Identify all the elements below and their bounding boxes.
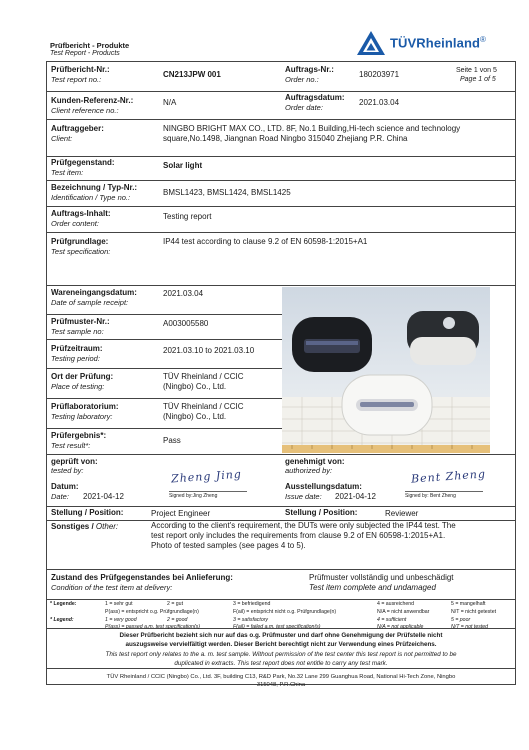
client-label: Auftraggeber: <box>51 124 104 133</box>
logo-text: TÜVRheinland® <box>390 35 487 51</box>
item-label: Prüfgegenstand: <box>51 158 115 167</box>
order-no-value: 180203971 <box>359 70 400 79</box>
legend-label-en: * Legend: <box>50 617 74 623</box>
position-label-2: Stellung / Position: <box>285 508 358 517</box>
legend-en-4: 4 = sufficient <box>377 617 407 623</box>
date-value: 2021-04-12 <box>83 492 124 501</box>
report-no-value: CN213JPW 001 <box>163 70 221 79</box>
signature-reviewer-script: Bent Zheng <box>410 467 487 486</box>
signature-tester-script: Zheng Jing <box>170 467 243 486</box>
sample-photo <box>282 287 490 453</box>
legend-en-nt: N/T = not tested <box>451 624 489 630</box>
legend-en-fail: F(ail) = failed a.m. test specification(s) <box>233 624 321 630</box>
signed-by-tester: Signed by:Jing Zheng <box>169 491 247 499</box>
place-line-2: (Ningbo) Co., Ltd. <box>163 382 227 391</box>
item-label-en: Test item: <box>51 168 84 177</box>
place-label: Ort der Prüfung: <box>51 372 114 381</box>
client-label-en: Client: <box>51 134 73 143</box>
other-line-3: Photo of tested samples (see pages 4 to 5). <box>151 541 306 550</box>
period-label: Prüfzeitraum: <box>51 344 103 353</box>
tested-by-label-en: tested by: <box>51 466 84 475</box>
content-label-en: Order content: <box>51 219 99 228</box>
position-value-2: Reviewer <box>385 509 419 518</box>
client-ref-label-en: Client reference no.: <box>51 106 119 115</box>
legend-de-pass: P(ass) = entspricht o.g. Prüfgrundlage(n) <box>105 609 199 615</box>
order-date-label-en: Order date: <box>285 103 323 112</box>
spec-label: Prüfgrundlage: <box>51 237 109 246</box>
condition-value-en: Test item complete and undamaged <box>309 583 436 592</box>
result-label: Prüfergebnis*: <box>51 431 107 440</box>
report-no-label: Prüfbericht-Nr.: <box>51 65 110 74</box>
lab-label-en: Testing laboratory: <box>51 412 113 421</box>
client-ref-label: Kunden-Referenz-Nr.: <box>51 96 134 105</box>
legend-en-na: N/A = not applicable <box>377 624 424 630</box>
condition-label-en: Condition of the test item at delivery: <box>51 583 173 592</box>
order-date-value: 2021.03.04 <box>359 98 400 107</box>
tuv-logo <box>356 30 506 58</box>
legend-en-5: 5 = poor <box>451 617 471 623</box>
condition-value: Prüfmuster vollständig und unbeschädigt <box>309 573 454 582</box>
content-value: Testing report <box>163 212 212 221</box>
receipt-value: 2021.03.04 <box>163 289 204 298</box>
issue-date-label: Ausstellungsdatum: <box>285 482 362 491</box>
order-no-label-en: Order no.: <box>285 75 319 84</box>
ident-value: BMSL1423, BMSL1424, BMSL1425 <box>163 188 291 197</box>
legend-de-na: N/A = nicht anwendbar <box>377 609 430 615</box>
disclaimer-en-2: duplicated in extracts. This test report does not entitle to carry any test mark. <box>174 660 388 667</box>
position-label-1: Stellung / Position: <box>51 508 124 517</box>
legend-de-nt: N/T = nicht getestet <box>451 609 497 615</box>
legend-label-de: * Legende: <box>50 601 77 607</box>
signature-reviewer <box>407 464 487 490</box>
legend-de-3: 3 = befriedigend <box>233 601 271 607</box>
legend-en-1: 1 = very good <box>105 617 137 623</box>
footer-address-2: 315048, P.R.China <box>256 682 306 688</box>
spec-value: IP44 test according to clause 9.2 of EN 60598-1:2015+A1 <box>163 237 368 246</box>
solar-lights-illustration <box>282 287 490 453</box>
spec-label-en: Test specification: <box>51 247 111 256</box>
client-line-2: square,No.1498, Jiangnan Road Ningbo 315040 Zhejiang P.R. China <box>163 134 408 143</box>
sample-label: Prüfmuster-Nr.: <box>51 317 110 326</box>
place-label-en: Place of testing: <box>51 382 105 391</box>
disclaimer-de-2: auszugsweise vervielfältigt werden. Dieser Bericht berechtigt nicht zur Verwendung eines Prüfzeichens. <box>125 641 437 648</box>
signed-by-reviewer: Signed by: Bent Zheng <box>405 491 483 499</box>
content-label: Auftrags-Inhalt: <box>51 209 111 218</box>
report-no-label-en: Test report no.: <box>51 75 102 84</box>
position-value-1: Project Engineer <box>151 509 211 518</box>
disclaimer-en-1: This test report only relates to the a. m. test sample. Without permission of the test center this test report is not permitted to be <box>105 651 457 658</box>
sample-value: A003005580 <box>163 319 209 328</box>
result-value: Pass <box>163 436 181 445</box>
issue-date-value: 2021-04-12 <box>335 492 376 501</box>
legend-de-fail: F(ail) = entspricht nicht o.g. Prüfgrundlage(n) <box>233 609 337 615</box>
order-date-label: Auftragsdatum: <box>285 93 345 102</box>
other-label: Sonstiges / Other: <box>51 522 119 531</box>
page-en: Page 1 of 5 <box>460 76 496 83</box>
legend-de-1: 1 = sehr gut <box>105 601 133 607</box>
header-title-en: Test Report - Products <box>50 50 120 57</box>
lab-label: Prüflaboratorium: <box>51 402 119 411</box>
disclaimer-de-1: Dieser Prüfbericht bezieht sich nur auf das o.g. Prüfmuster und darf ohne Genehmigung der Prüfstelle nicht <box>119 632 443 639</box>
signature-tester <box>165 464 245 490</box>
page-de: Seite 1 von 5 <box>456 67 497 74</box>
date-label-en: Date: <box>51 492 69 501</box>
tested-by-label: geprüft von: <box>51 457 98 466</box>
legend-de-5: 5 = mangelhaft <box>451 601 486 607</box>
client-ref-value: N/A <box>163 98 177 107</box>
order-no-label: Auftrags-Nr.: <box>285 65 334 74</box>
legend-en-pass: P(ass) = passed a.m. test specification(s) <box>105 624 200 630</box>
receipt-label: Wareneingangsdatum: <box>51 288 137 297</box>
legend-en-3: 3 = satisfactory <box>233 617 269 623</box>
period-label-en: Testing period: <box>51 354 100 363</box>
period-value: 2021.03.10 to 2021.03.10 <box>163 346 255 355</box>
authorized-by-label-en: authorized by: <box>285 466 333 475</box>
date-label: Datum: <box>51 482 79 491</box>
other-line-1: According to the client's requirement, the DUTs were only subjected the IP44 test. The <box>151 521 456 530</box>
item-value: Solar light <box>163 161 203 170</box>
lab-line-1: TÜV Rheinland / CCIC <box>163 402 244 411</box>
receipt-label-en: Date of sample receipt: <box>51 298 129 307</box>
legend-de-2: 2 = gut <box>167 601 184 607</box>
sample-label-en: Test sample no: <box>51 327 104 336</box>
client-line-1: NINGBO BRIGHT MAX CO., LTD. 8F, No.1 Building,Hi-tech science and technology <box>163 124 461 133</box>
issue-date-label-en: Issue date: <box>285 492 322 501</box>
lab-line-2: (Ningbo) Co., Ltd. <box>163 412 227 421</box>
result-label-en: Test result*: <box>51 441 91 450</box>
ident-label: Bezeichnung / Typ-Nr.: <box>51 183 138 192</box>
legend-en-2: 2 = good <box>167 617 188 623</box>
legend-de-4: 4 = ausreichend <box>377 601 415 607</box>
tuv-triangle-icon <box>356 30 386 56</box>
condition-label: Zustand des Prüfgegenstandes bei Anlieferung: <box>51 573 233 582</box>
other-line-2: test report only includes the requirements from clause 9.2 of EN 60598-1:2015+A1. <box>151 531 446 540</box>
authorized-by-label: genehmigt von: <box>285 457 345 466</box>
header-title-de: Prüfbericht - Produkte <box>50 41 130 50</box>
place-line-1: TÜV Rheinland / CCIC <box>163 372 244 381</box>
ident-label-en: Identification / Type no.: <box>51 193 131 202</box>
footer-address-1: TÜV Rheinland / CCIC (Ningbo) Co., Ltd. 3F, building C13, R&D Park, No.32 Lane 299 Guanghua Road, National Hi-Tech Zone, Ningbo <box>106 674 456 680</box>
